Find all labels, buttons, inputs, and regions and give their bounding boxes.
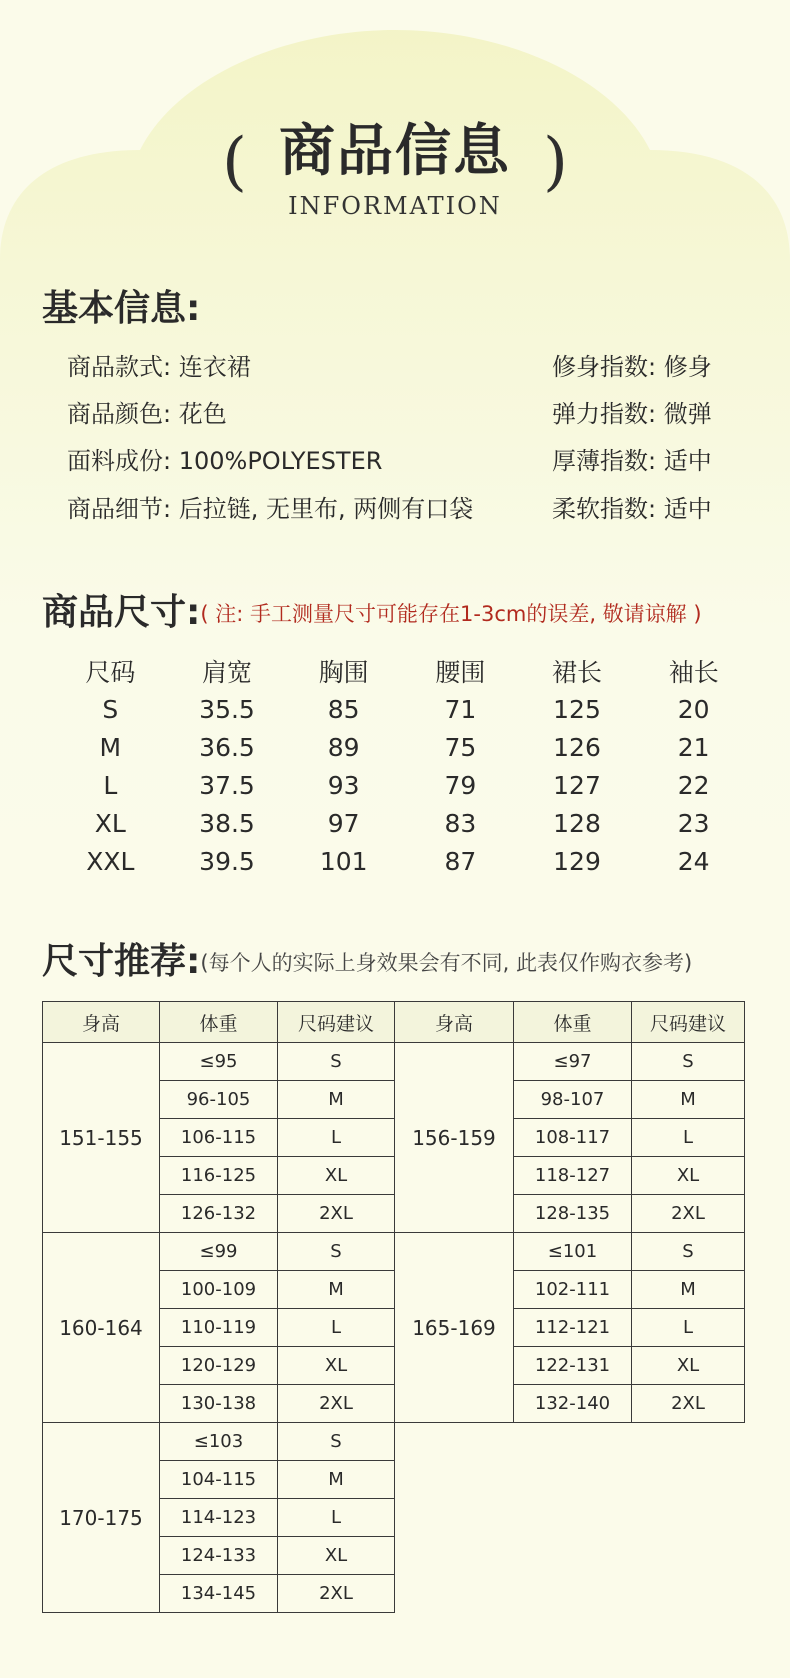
rec-weight: 112-121 xyxy=(514,1309,632,1347)
rec-header: 体重 xyxy=(514,1002,632,1043)
rec-height: 165-169 xyxy=(395,1233,514,1423)
rec-header-row xyxy=(43,1002,745,1043)
basic-info-thickness: 厚薄指数: 适中 xyxy=(552,447,712,475)
rec-header: 身高 xyxy=(395,1002,514,1043)
rec-size: 2XL xyxy=(632,1385,745,1423)
rec-size: XL xyxy=(278,1537,395,1575)
rec-size: S xyxy=(278,1043,395,1081)
rec-weight: 100-109 xyxy=(160,1271,278,1309)
rec-weight: 124-133 xyxy=(160,1537,278,1575)
size-cell: 21 xyxy=(677,732,710,762)
rec-row xyxy=(43,1043,745,1081)
rec-row xyxy=(43,1233,745,1271)
size-cell: 37.5 xyxy=(199,770,255,800)
rec-weight: 130-138 xyxy=(160,1385,278,1423)
size-cell: 35.5 xyxy=(199,694,255,724)
rec-header: 身高 xyxy=(43,1002,160,1043)
size-cell: 89 xyxy=(327,732,360,762)
rec-height: 170-175 xyxy=(43,1423,160,1613)
rec-weight: ≤101 xyxy=(514,1233,632,1271)
rec-weight: 122-131 xyxy=(514,1347,632,1385)
size-cell: 129 xyxy=(553,846,601,876)
rec-header: 体重 xyxy=(160,1002,278,1043)
rec-size: M xyxy=(632,1271,745,1309)
size-cell: S xyxy=(102,694,119,724)
page-subtitle: INFORMATION xyxy=(288,192,502,220)
rec-header: 尺码建议 xyxy=(278,1002,395,1043)
rec-size: XL xyxy=(632,1347,745,1385)
size-header: 裙长 xyxy=(552,658,603,687)
size-cell: XL xyxy=(94,808,126,838)
basic-info-fit: 修身指数: 修身 xyxy=(552,353,712,381)
rec-size: XL xyxy=(632,1157,745,1195)
rec-size: L xyxy=(632,1309,745,1347)
rec-size: XL xyxy=(278,1347,395,1385)
size-header: 肩宽 xyxy=(202,658,253,687)
rec-weight: 132-140 xyxy=(514,1385,632,1423)
size-header: 胸围 xyxy=(318,658,369,687)
size-recommendation-table xyxy=(42,1001,745,1613)
rec-note: (每个人的实际上身效果会有不同, 此表仅作购衣参考) xyxy=(200,951,693,975)
size-cell: L xyxy=(103,770,118,800)
rec-weight: 110-119 xyxy=(160,1309,278,1347)
size-cell: 71 xyxy=(444,694,477,724)
rec-weight: 128-135 xyxy=(514,1195,632,1233)
page-title: 商品信息 xyxy=(279,119,511,184)
size-cell: 85 xyxy=(327,694,360,724)
size-cell: 75 xyxy=(444,732,477,762)
rec-weight: ≤99 xyxy=(160,1233,278,1271)
size-row xyxy=(52,690,752,728)
size-header: 腰围 xyxy=(435,658,486,687)
rec-size: L xyxy=(278,1499,395,1537)
rec-weight: ≤103 xyxy=(160,1423,278,1461)
rec-height: 160-164 xyxy=(43,1233,160,1423)
size-cell: 128 xyxy=(553,808,601,838)
size-cell: 126 xyxy=(553,732,601,762)
rec-header: 尺码建议 xyxy=(632,1002,745,1043)
size-cell: 38.5 xyxy=(199,808,255,838)
open-paren: ( xyxy=(222,125,247,199)
size-cell: M xyxy=(99,732,122,762)
size-header-row xyxy=(52,652,752,690)
size-cell: 39.5 xyxy=(199,846,255,876)
size-cell: 36.5 xyxy=(199,732,255,762)
rec-size: 2XL xyxy=(278,1385,395,1423)
size-grid xyxy=(52,652,752,880)
size-cell: 125 xyxy=(553,694,601,724)
page-header xyxy=(0,110,790,240)
size-row xyxy=(52,842,752,880)
rec-size: M xyxy=(278,1461,395,1499)
rec-size: S xyxy=(278,1233,395,1271)
rec-weight: 98-107 xyxy=(514,1081,632,1119)
rec-size: XL xyxy=(278,1157,395,1195)
rec-size: S xyxy=(632,1043,745,1081)
rec-size: L xyxy=(632,1119,745,1157)
rec-size: L xyxy=(278,1309,395,1347)
size-cell: 93 xyxy=(327,770,360,800)
rec-size: S xyxy=(632,1233,745,1271)
size-cell: 97 xyxy=(327,808,360,838)
rec-weight: 108-117 xyxy=(514,1119,632,1157)
rec-weight: 134-145 xyxy=(160,1575,278,1613)
size-title-text: 商品尺寸: xyxy=(42,592,201,633)
rec-weight: 120-129 xyxy=(160,1347,278,1385)
rec-weight: ≤95 xyxy=(160,1043,278,1081)
size-cell: 101 xyxy=(319,846,368,876)
basic-info-style: 商品款式: 连衣裙 xyxy=(67,353,251,381)
rec-title-text: 尺寸推荐: xyxy=(42,941,201,982)
rec-weight: 102-111 xyxy=(514,1271,632,1309)
size-cell: 127 xyxy=(553,770,601,800)
rec-weight: 118-127 xyxy=(514,1157,632,1195)
rec-size: 2XL xyxy=(632,1195,745,1233)
rec-weight: 126-132 xyxy=(160,1195,278,1233)
rec-size: M xyxy=(278,1081,395,1119)
size-row xyxy=(52,766,752,804)
rec-size: M xyxy=(632,1081,745,1119)
rec-row xyxy=(43,1423,745,1461)
rec-weight: 104-115 xyxy=(160,1461,278,1499)
size-cell: 24 xyxy=(677,846,710,876)
size-row xyxy=(52,804,752,842)
rec-weight: ≤97 xyxy=(514,1043,632,1081)
basic-info-details: 商品细节: 后拉链, 无里布, 两侧有口袋 xyxy=(67,495,474,523)
rec-size: 2XL xyxy=(278,1195,395,1233)
size-section-title xyxy=(42,591,702,636)
size-header: 尺码 xyxy=(85,658,136,687)
rec-weight: 116-125 xyxy=(160,1157,278,1195)
rec-height: 151-155 xyxy=(43,1043,160,1233)
empty-area xyxy=(395,1423,745,1613)
basic-info-softness: 柔软指数: 适中 xyxy=(552,495,712,523)
size-header: 袖长 xyxy=(668,658,719,687)
rec-weight: 96-105 xyxy=(160,1081,278,1119)
basic-info-color: 商品颜色: 花色 xyxy=(67,400,227,428)
size-cell: 20 xyxy=(677,694,710,724)
rec-size: S xyxy=(278,1423,395,1461)
basic-info-title: 基本信息: xyxy=(42,288,201,329)
basic-info-stretch: 弹力指数: 微弹 xyxy=(552,400,712,428)
rec-size: 2XL xyxy=(278,1575,395,1613)
rec-size: L xyxy=(278,1119,395,1157)
rec-weight: 106-115 xyxy=(160,1119,278,1157)
close-paren: ) xyxy=(543,125,568,199)
size-cell: 87 xyxy=(444,846,477,876)
rec-weight: 114-123 xyxy=(160,1499,278,1537)
size-row xyxy=(52,728,752,766)
size-cell: XXL xyxy=(86,846,135,876)
rec-height: 156-159 xyxy=(395,1043,514,1233)
rec-size: M xyxy=(278,1271,395,1309)
size-note: ( 注: 手工测量尺寸可能存在1-3cm的误差, 敬请谅解 ) xyxy=(200,602,702,626)
basic-info-fabric: 面料成份: 100%POLYESTER xyxy=(67,447,383,475)
size-cell: 83 xyxy=(444,808,477,838)
size-cell: 79 xyxy=(444,770,477,800)
rec-section-title xyxy=(42,940,692,985)
size-cell: 23 xyxy=(677,808,710,838)
size-cell: 22 xyxy=(677,770,710,800)
